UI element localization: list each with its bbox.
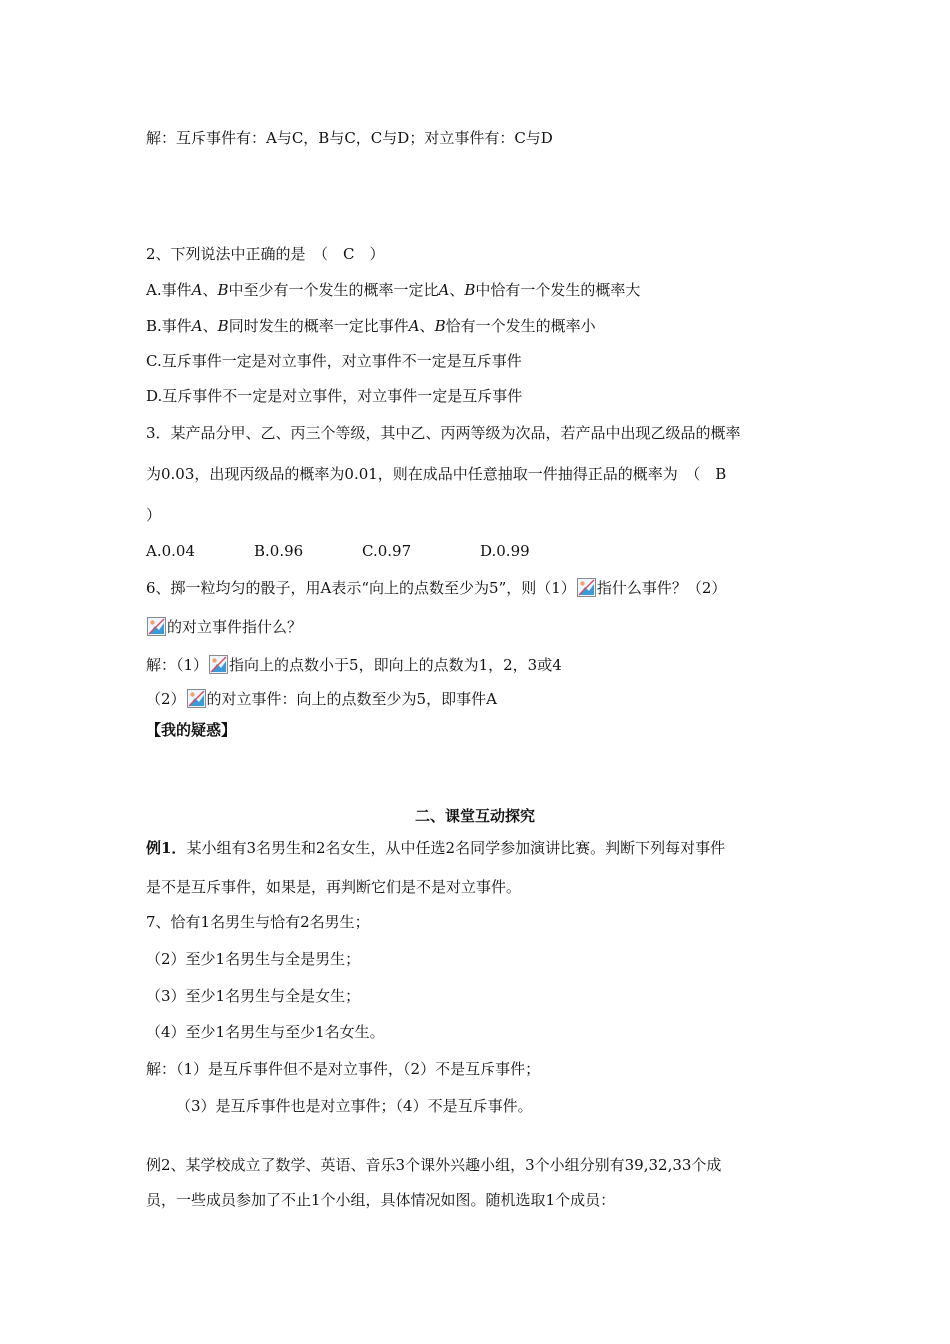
text: 指向上的点数小于5，即向上的点数为1，2，3或4	[229, 656, 562, 674]
variable-a: A	[191, 317, 203, 335]
example-1-item-3: （3）至少1名男生与全是女生；	[146, 987, 361, 1005]
question-3-line-1: 3．某产品分甲、乙、丙三个等级，其中乙、丙两等级为次品，若产品中出现乙级品的概率	[146, 424, 741, 442]
example-1-item-4: （4）至少1名男生与至少1名女生。	[146, 1023, 385, 1041]
text: 、	[202, 281, 218, 299]
example-label: 例1．	[146, 839, 187, 857]
option-c: C.0.97	[362, 542, 412, 560]
question-2-option-a	[146, 280, 640, 300]
example-1-line-1	[146, 838, 725, 858]
text: 的对立事件：向上的点数至少为5，即事件A	[206, 690, 497, 708]
question-3-line-2: 为0.03，出现丙级品的概率为0.01，则在成品中任意抽取一件抽得正品的概率为 （ B	[146, 465, 727, 483]
section-2-heading: 二、课堂互动探究	[414, 807, 535, 825]
broken-image-icon	[577, 578, 596, 597]
example-1-line-2: 是不是互斥事件，如果是，再判断它们是不是对立事件。	[146, 878, 522, 896]
text: 解：（1）	[146, 656, 209, 674]
text: 、	[419, 317, 435, 335]
my-doubts-heading: 【我的疑惑】	[146, 721, 237, 739]
text: 、	[449, 281, 465, 299]
variable-b: B	[464, 281, 476, 299]
question-2: 2、下列说法中正确的是 （ C ）	[146, 245, 385, 263]
example-2-line-1: 例2、某学校成立了数学、英语、音乐3个课外兴趣小组，3个小组分别有39,32,33个成	[146, 1156, 722, 1174]
variable-a: A	[438, 281, 450, 299]
text: 同时发生的概率一定比事件	[228, 317, 409, 335]
question-2-option-c: C.互斥事件一定是对立事件，对立事件不一定是互斥事件	[146, 352, 522, 370]
text: 某小组有3名男生和2名女生，从中任选2名同学参加演讲比赛。判断下列每对事件	[186, 839, 726, 857]
solution-1-line-1: 解：（1）是互斥事件但不是对立事件，（2）不是互斥事件；	[146, 1060, 541, 1078]
variable-a: A	[191, 281, 203, 299]
solution-6-line-2	[146, 689, 497, 709]
solution-line-1: 解：互斥事件有：A与C，B与C，C与D；对立事件有：C与D	[146, 129, 553, 147]
question-2-option-b	[146, 316, 596, 336]
question-6-line-2	[146, 617, 302, 637]
text: B.事件	[146, 317, 192, 335]
text: 6、掷一粒均匀的骰子，用A表示“向上的点数至少为5”，则（1）	[146, 579, 576, 597]
text: 的对立事件指什么？	[167, 618, 303, 636]
question-3-line-3: ）	[146, 506, 162, 524]
variable-a: A	[408, 317, 420, 335]
text: A.事件	[146, 281, 192, 299]
text: 、	[202, 317, 218, 335]
example-1-item-1: 7、恰有1名男生与恰有2名男生；	[146, 913, 370, 931]
option-d: D.0.99	[480, 542, 530, 560]
question-3-options	[146, 541, 530, 561]
question-6-line-1	[146, 578, 726, 598]
option-b: B.0.96	[254, 542, 304, 560]
text: 中至少有一个发生的概率一定比	[228, 281, 439, 299]
variable-b: B	[217, 281, 229, 299]
solution-1-line-2: （3）是互斥事件也是对立事件；（4）不是互斥事件。	[176, 1097, 533, 1115]
option-a: A.0.04	[146, 542, 195, 560]
variable-b: B	[217, 317, 229, 335]
broken-image-icon	[209, 655, 228, 674]
variable-b: B	[434, 317, 446, 335]
text: （2）	[146, 690, 186, 708]
broken-image-icon	[187, 689, 206, 708]
example-1-item-2: （2）至少1名男生与全是男生；	[146, 950, 361, 968]
broken-image-icon	[147, 617, 166, 636]
example-2-line-2: 员，一些成员参加了不止1个小组，具体情况如图。随机选取1个成员：	[146, 1191, 616, 1209]
text: 中恰有一个发生的概率大	[475, 281, 641, 299]
solution-6-line-1	[146, 655, 562, 675]
text: 恰有一个发生的概率小	[445, 317, 596, 335]
text: 指什么事件？（2）	[596, 579, 727, 597]
question-2-option-d: D.互斥事件不一定是对立事件，对立事件一定是互斥事件	[146, 387, 523, 405]
